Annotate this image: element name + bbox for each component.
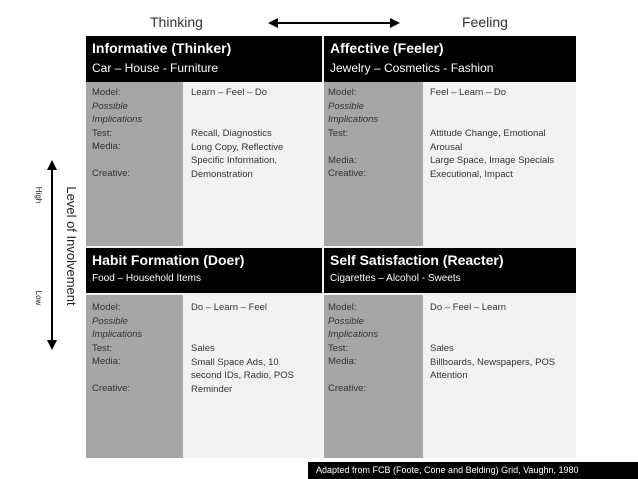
implications-label: Implications <box>328 329 379 340</box>
quadrant-header <box>86 248 322 293</box>
fcb-grid <box>86 36 576 458</box>
creative-label: Creative: <box>328 383 367 394</box>
quadrant-header <box>324 36 576 82</box>
test-label: Test: <box>328 127 349 139</box>
test-value: Sales <box>191 343 215 354</box>
quadrant-details <box>430 342 555 383</box>
implications-label: Implications <box>328 114 379 125</box>
media-value: Small Space Ads, 10 <box>191 356 279 368</box>
test-value: Sales <box>430 343 454 354</box>
possible-label: Possible <box>92 315 128 327</box>
creative-value: Attention <box>430 370 468 381</box>
quadrant-affective <box>324 36 576 246</box>
media-label: Media: <box>328 154 357 166</box>
quadrant-header <box>324 248 576 293</box>
quadrant-title: Informative (Thinker) <box>92 40 232 56</box>
quadrant-title: Habit Formation (Doer) <box>92 252 245 268</box>
quadrant-self-satisfaction <box>324 248 576 458</box>
model-value: Feel – Learn – Do <box>430 87 507 98</box>
feeling-label: Feeling <box>462 14 508 30</box>
creative-value: Demonstration <box>191 168 253 180</box>
test-label: Test: <box>328 342 349 354</box>
quadrant-details <box>191 127 283 181</box>
model-label: Model: <box>92 302 121 313</box>
vertical-arrow-icon <box>47 160 57 350</box>
row-labels <box>328 301 378 396</box>
media-label: Media: <box>92 356 121 367</box>
model-label: Model: <box>328 302 357 313</box>
test-label: Test: <box>92 342 113 354</box>
creative-label: Creative: <box>92 168 131 179</box>
model-value: Do – Feel – Learn <box>430 302 507 313</box>
low-label: Low <box>34 290 43 306</box>
test-value: Recall, Diagnostics <box>191 128 272 139</box>
thinking-label: Thinking <box>150 14 203 30</box>
model-label: Model: <box>328 87 357 98</box>
media-value: second IDs, Radio, POS <box>191 370 294 381</box>
quadrant-subtitle: Car – House - Furniture <box>92 61 219 75</box>
implications-label: Implications <box>92 114 143 125</box>
media-label: Media: <box>328 356 357 367</box>
quadrant-title: Affective (Feeler) <box>330 40 444 56</box>
quadrant-details <box>430 127 554 181</box>
quadrant-details <box>191 342 294 396</box>
creative-value: Executional, Impact <box>430 168 513 180</box>
media-value: Specific Information, <box>191 155 278 166</box>
high-label: High <box>34 186 43 204</box>
quadrant-title: Self Satisfaction (Reacter) <box>330 252 504 268</box>
source-caption: Adapted from FCB (Foote, Cone and Belding) Grid, Vaughn, 1980 <box>308 462 638 479</box>
test-label: Test: <box>92 127 113 139</box>
row-labels <box>92 301 142 396</box>
quadrant-subtitle: Cigarettes – Alcohol - Sweets <box>330 273 461 284</box>
model-label: Model: <box>92 87 121 98</box>
media-value: Long Copy, Reflective <box>191 141 284 153</box>
horizontal-arrow-icon <box>268 18 400 28</box>
creative-value: Reminder <box>191 383 233 395</box>
possible-label: Possible <box>328 100 364 112</box>
row-labels <box>92 86 142 181</box>
creative-label: Creative: <box>328 168 367 179</box>
quadrant-subtitle: Food – Household Items <box>92 273 201 284</box>
media-value: Large Space, Image Specials <box>430 155 555 166</box>
implications-label: Implications <box>92 329 143 340</box>
quadrant-subtitle: Jewelry – Cosmetics - Fashion <box>330 61 494 75</box>
quadrant-habit-formation <box>86 248 322 458</box>
model-value: Do – Learn – Feel <box>191 302 268 313</box>
media-value: Billboards, Newspapers, POS <box>430 356 556 368</box>
possible-label: Possible <box>328 315 364 327</box>
level-of-involvement-label: Level of Involvement <box>64 186 79 306</box>
possible-label: Possible <box>92 100 128 112</box>
media-label: Media: <box>92 141 121 152</box>
quadrant-informative <box>86 36 322 246</box>
creative-label: Creative: <box>92 383 131 394</box>
row-labels <box>328 86 378 181</box>
model-value: Learn – Feel – Do <box>191 87 268 98</box>
test-value: Arousal <box>430 141 463 153</box>
quadrant-header <box>86 36 322 82</box>
test-value: Attitude Change, Emotional <box>430 128 546 139</box>
